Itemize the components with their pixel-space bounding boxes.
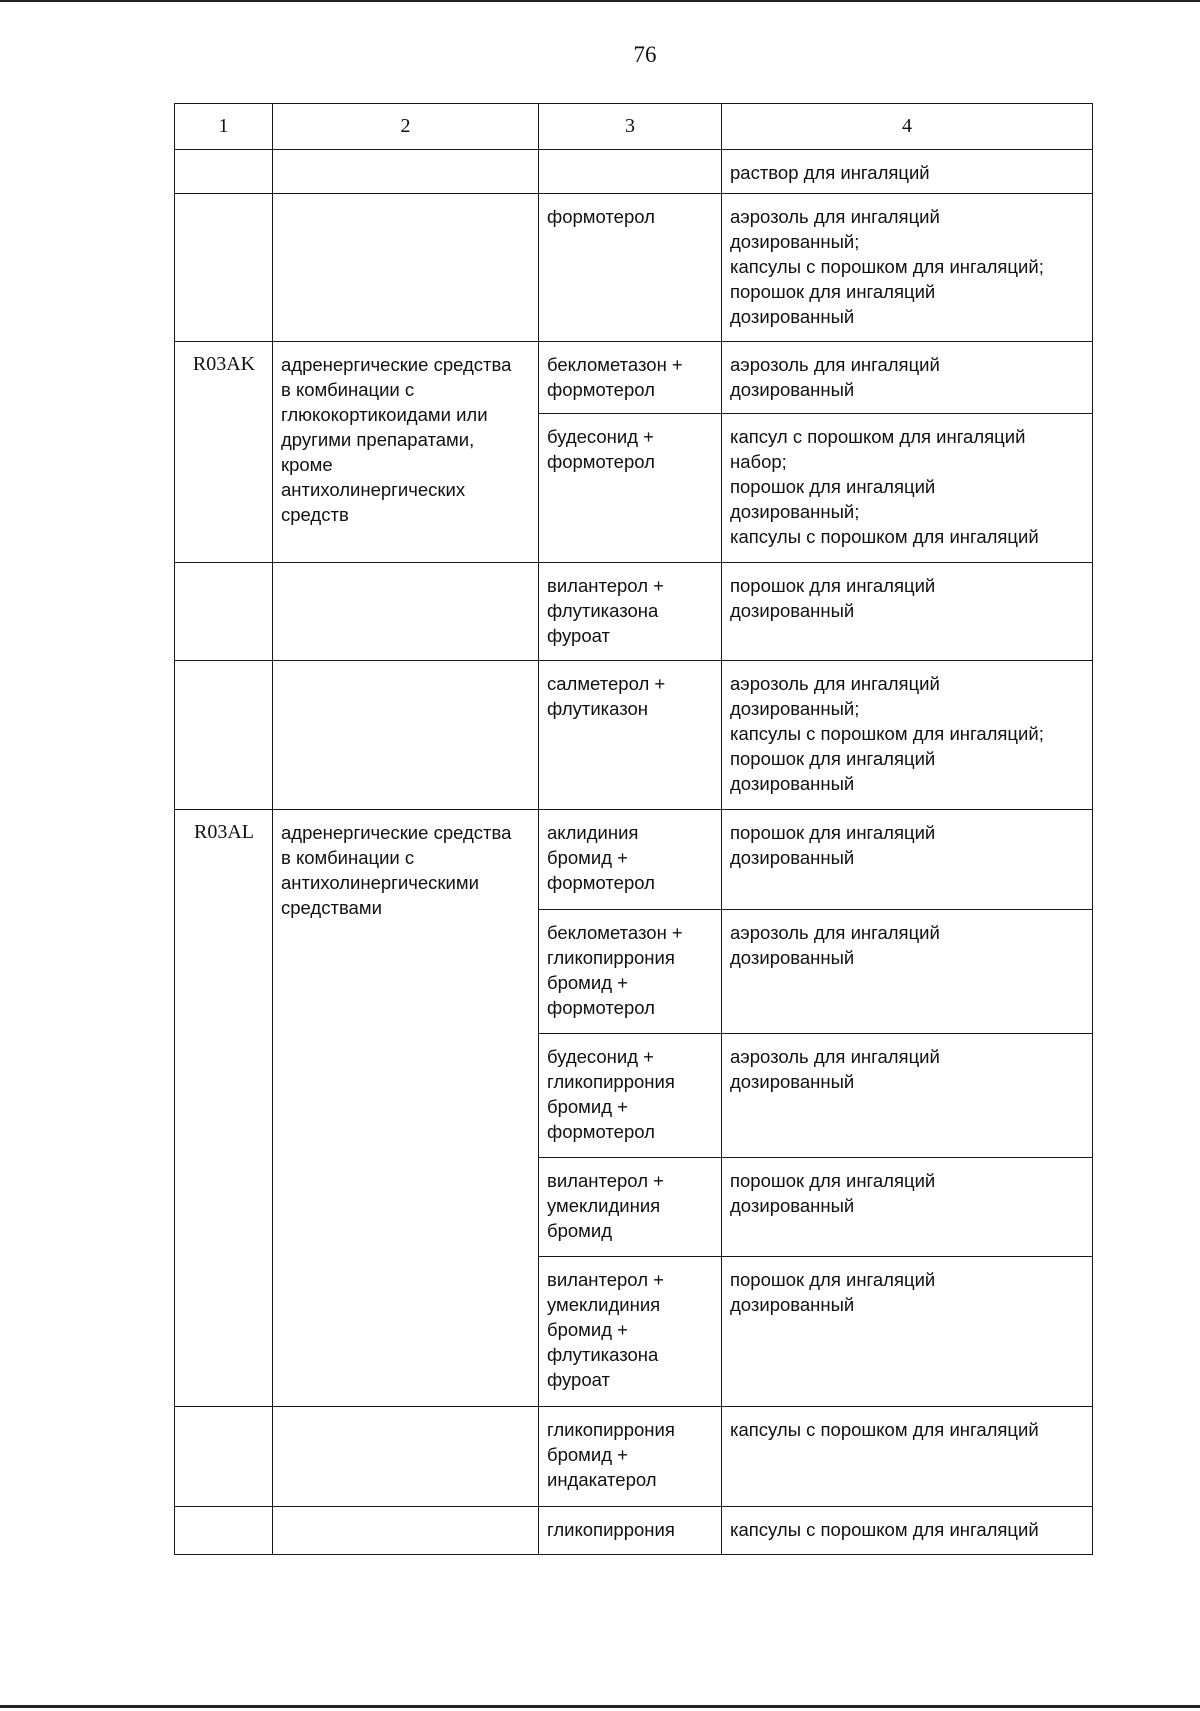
substance-cell [539,150,722,194]
dosage-form-cell: капсулы с порошком для ингаляций [722,1507,1093,1555]
group-cell [273,1407,539,1507]
substance-cell: вилантерол + флутиказона фуроат [539,563,722,661]
table-row [175,563,1093,661]
substance-cell: салметерол + флутиказон [539,661,722,810]
substance-cell: формотерол [539,194,722,342]
substance-cell: будесонид + формотерол [539,414,722,563]
dosage-form-cell: аэрозоль для ингаляций дозированный; капсулы с порошком для ингаляций; порошок для ингаляций дозированный [722,661,1093,810]
atc-code-cell: R03AL [175,810,273,1407]
substance-cell: будесонид + гликопиррония бромид + формотерол [539,1034,722,1158]
atc-code-cell [175,661,273,810]
atc-code-cell [175,563,273,661]
header-col-4: 4 [722,104,1093,150]
header-row [175,104,1093,150]
header-col-1: 1 [175,104,273,150]
atc-code-cell [175,194,273,342]
substance-cell: вилантерол + умеклидиния бромид + флутиказона фуроат [539,1257,722,1407]
group-cell [273,150,539,194]
atc-code-cell: R03AK [175,342,273,563]
atc-code-cell [175,150,273,194]
group-cell [273,661,539,810]
table-row [175,661,1093,810]
substance-cell: беклометазон + формотерол [539,342,722,414]
dosage-form-cell: порошок для ингаляций дозированный [722,1158,1093,1257]
atc-code-cell [175,1407,273,1507]
table-row [175,194,1093,342]
dosage-form-cell: капсул с порошком для ингаляций набор; порошок для ингаляций дозированный; капсулы с порошком для ингаляций [722,414,1093,563]
substance-cell: гликопиррония бромид + индакатерол [539,1407,722,1507]
dosage-form-cell: капсулы с порошком для ингаляций [722,1407,1093,1507]
drug-table [174,103,1093,1555]
group-cell: адренергические средства в комбинации с глюкокортикоидами или другими препаратами, кроме антихолинергических средств [273,342,539,563]
top-rule [0,0,1200,2]
table-row [175,1507,1093,1555]
header-col-2: 2 [273,104,539,150]
dosage-form-cell: раствор для ингаляций [722,150,1093,194]
substance-cell: беклометазон + гликопиррония бромид + формотерол [539,910,722,1034]
group-cell: адренергические средства в комбинации с антихолинергическими средствами [273,810,539,1407]
group-cell [273,1507,539,1555]
substance-cell: гликопиррония [539,1507,722,1555]
group-cell [273,563,539,661]
dosage-form-cell: аэрозоль для ингаляций дозированный [722,910,1093,1034]
table-row [175,150,1093,194]
atc-code-cell [175,1507,273,1555]
group-cell [273,194,539,342]
bottom-rule [0,1705,1200,1708]
table-row [175,1407,1093,1507]
table-row [175,810,1093,910]
dosage-form-cell: порошок для ингаляций дозированный [722,563,1093,661]
header-col-3: 3 [539,104,722,150]
substance-cell: вилантерол + умеклидиния бромид [539,1158,722,1257]
substance-cell: аклидиния бромид + формотерол [539,810,722,910]
table-row [175,342,1093,414]
dosage-form-cell: порошок для ингаляций дозированный [722,1257,1093,1407]
dosage-form-cell: порошок для ингаляций дозированный [722,810,1093,910]
dosage-form-cell: аэрозоль для ингаляций дозированный [722,342,1093,414]
dosage-form-cell: аэрозоль для ингаляций дозированный [722,1034,1093,1158]
dosage-form-cell: аэрозоль для ингаляций дозированный; капсулы с порошком для ингаляций; порошок для ингаляций дозированный [722,194,1093,342]
page-number: 76 [633,42,657,67]
